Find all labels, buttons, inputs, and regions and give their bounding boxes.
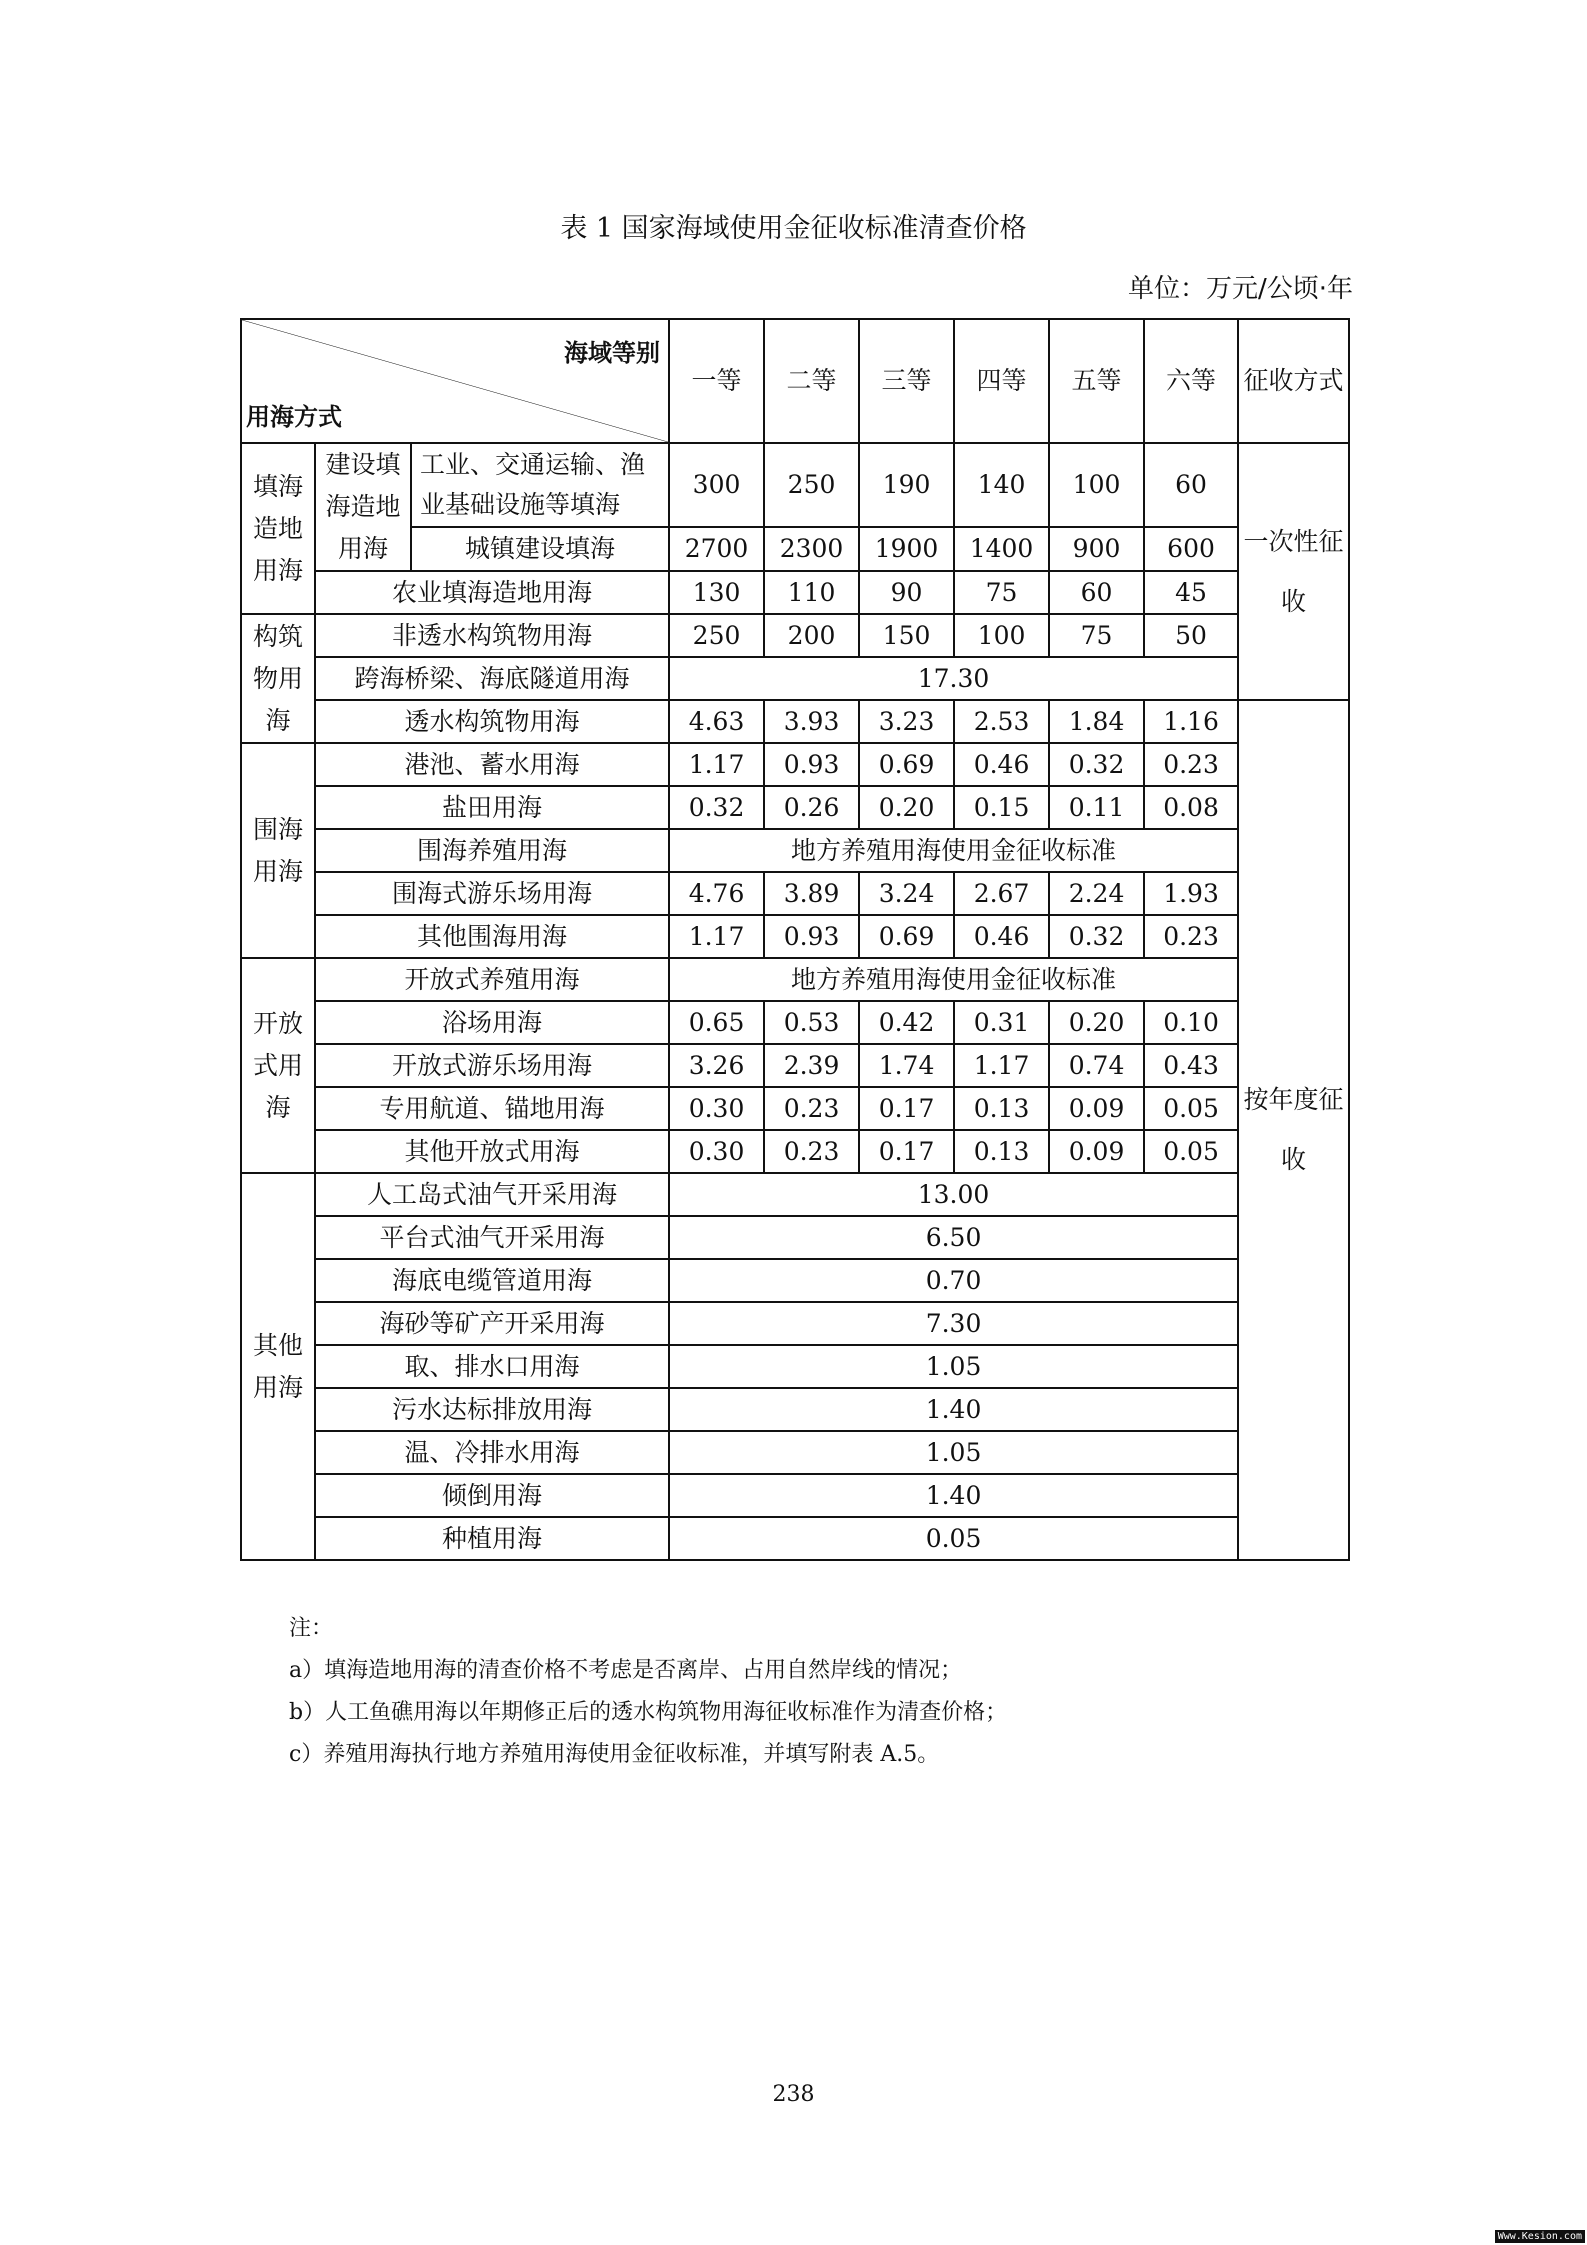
merged-value-cell: 0.05 (669, 1517, 1238, 1560)
value-cell: 100 (954, 614, 1049, 657)
value-cell: 0.69 (859, 743, 954, 786)
page-number: 238 (772, 2082, 815, 2107)
row-label: 城镇建设填海 (411, 527, 669, 571)
value-cell: 0.46 (954, 915, 1049, 958)
value-cell: 150 (859, 614, 954, 657)
value-cell: 1.93 (1144, 872, 1238, 915)
value-cell: 110 (764, 571, 859, 614)
merged-value-cell: 地方养殖用海使用金征收标准 (669, 958, 1238, 1001)
diagonal-header-cell (241, 319, 669, 443)
merged-value-cell: 1.40 (669, 1388, 1238, 1431)
table-row (241, 829, 1349, 872)
method-annual: 按年度征收 (1238, 700, 1349, 1560)
merged-value-cell: 0.70 (669, 1259, 1238, 1302)
value-cell: 140 (954, 443, 1049, 527)
value-cell: 0.43 (1144, 1044, 1238, 1087)
grade-header: 三等 (859, 319, 954, 443)
value-cell: 0.31 (954, 1001, 1049, 1044)
value-cell: 90 (859, 571, 954, 614)
value-cell: 0.05 (1144, 1087, 1238, 1130)
merged-value-cell: 地方养殖用海使用金征收标准 (669, 829, 1238, 872)
row-label: 污水达标排放用海 (315, 1388, 669, 1431)
corner-header-method: 用海方式 (246, 403, 342, 431)
value-cell: 0.32 (1049, 915, 1144, 958)
method-once: 一次性征收 (1238, 443, 1349, 700)
row-label: 非透水构筑物用海 (315, 614, 669, 657)
value-cell: 1.16 (1144, 700, 1238, 743)
table-row (241, 1474, 1349, 1517)
table-row (241, 571, 1349, 614)
row-label: 专用航道、锚地用海 (315, 1087, 669, 1130)
table-row (241, 1431, 1349, 1474)
unit-label: 单位：万元/公顷·年 (1127, 274, 1353, 304)
table-row (241, 1173, 1349, 1216)
row-label: 浴场用海 (315, 1001, 669, 1044)
group-label-enclosure: 围海用海 (241, 743, 315, 958)
value-cell: 45 (1144, 571, 1238, 614)
merged-value-cell: 17.30 (669, 657, 1238, 700)
merged-value-cell: 6.50 (669, 1216, 1238, 1259)
row-label: 透水构筑物用海 (315, 700, 669, 743)
table-caption: 表 1 国家海域使用金征收标准清查价格 (560, 213, 1027, 244)
grade-header: 二等 (764, 319, 859, 443)
merged-value-cell: 13.00 (669, 1173, 1238, 1216)
row-label: 平台式油气开采用海 (315, 1216, 669, 1259)
table-notes (289, 1608, 1007, 1776)
table-row (241, 1001, 1349, 1044)
value-cell: 0.32 (1049, 743, 1144, 786)
row-label: 开放式游乐场用海 (315, 1044, 669, 1087)
value-cell: 190 (859, 443, 954, 527)
table-row (241, 1302, 1349, 1345)
row-label: 围海养殖用海 (315, 829, 669, 872)
value-cell: 0.09 (1049, 1130, 1144, 1173)
grade-header: 五等 (1049, 319, 1144, 443)
value-cell: 4.76 (669, 872, 764, 915)
value-cell: 0.93 (764, 915, 859, 958)
value-cell: 0.13 (954, 1130, 1049, 1173)
value-cell: 0.53 (764, 1001, 859, 1044)
value-cell: 0.13 (954, 1087, 1049, 1130)
value-cell: 0.17 (859, 1087, 954, 1130)
merged-value-cell: 1.05 (669, 1345, 1238, 1388)
value-cell: 1.17 (669, 915, 764, 958)
group-label-structure: 构筑物用海 (241, 614, 315, 743)
value-cell: 0.10 (1144, 1001, 1238, 1044)
value-cell: 0.23 (764, 1087, 859, 1130)
value-cell: 3.89 (764, 872, 859, 915)
value-cell: 2.53 (954, 700, 1049, 743)
value-cell: 3.23 (859, 700, 954, 743)
value-cell: 60 (1144, 443, 1238, 527)
value-cell: 3.26 (669, 1044, 764, 1087)
value-cell: 0.05 (1144, 1130, 1238, 1173)
row-label: 其他围海用海 (315, 915, 669, 958)
value-cell: 60 (1049, 571, 1144, 614)
value-cell: 2.24 (1049, 872, 1144, 915)
table-row (241, 1087, 1349, 1130)
value-cell: 2.67 (954, 872, 1049, 915)
row-label: 跨海桥梁、海底隧道用海 (315, 657, 669, 700)
watermark: Www.Kesion.com (1495, 2230, 1585, 2243)
note-item: a）填海造地用海的清查价格不考虑是否离岸、占用自然岸线的情况； (289, 1658, 963, 1683)
row-label: 人工岛式油气开采用海 (315, 1173, 669, 1216)
value-cell: 0.30 (669, 1130, 764, 1173)
value-cell: 0.23 (1144, 743, 1238, 786)
value-cell: 1900 (859, 527, 954, 571)
row-label: 温、冷排水用海 (315, 1431, 669, 1474)
value-cell: 75 (1049, 614, 1144, 657)
value-cell: 0.74 (1049, 1044, 1144, 1087)
grade-header: 一等 (669, 319, 764, 443)
value-cell: 50 (1144, 614, 1238, 657)
value-cell: 2300 (764, 527, 859, 571)
value-cell: 0.15 (954, 786, 1049, 829)
corner-header-grade: 海域等别 (564, 339, 661, 367)
value-cell: 75 (954, 571, 1049, 614)
value-cell: 1.74 (859, 1044, 954, 1087)
row-label: 盐田用海 (315, 786, 669, 829)
value-cell: 0.09 (1049, 1087, 1144, 1130)
value-cell: 1.17 (954, 1044, 1049, 1087)
group-label-reclaim: 填海造地用海 (241, 443, 315, 614)
value-cell: 1.17 (669, 743, 764, 786)
merged-value-cell: 1.40 (669, 1474, 1238, 1517)
value-cell: 2.39 (764, 1044, 859, 1087)
grade-header: 六等 (1144, 319, 1238, 443)
table-row (241, 958, 1349, 1001)
value-cell: 300 (669, 443, 764, 527)
value-cell: 600 (1144, 527, 1238, 571)
row-label: 农业填海造地用海 (315, 571, 669, 614)
table-header-row (241, 319, 1349, 443)
value-cell: 0.93 (764, 743, 859, 786)
row-label: 港池、蓄水用海 (315, 743, 669, 786)
table-row (241, 1388, 1349, 1431)
value-cell: 100 (1049, 443, 1144, 527)
table-row (241, 915, 1349, 958)
value-cell: 250 (669, 614, 764, 657)
value-cell: 3.93 (764, 700, 859, 743)
row-label: 围海式游乐场用海 (315, 872, 669, 915)
value-cell: 900 (1049, 527, 1144, 571)
value-cell: 0.69 (859, 915, 954, 958)
table-row (241, 700, 1349, 743)
value-cell: 0.20 (1049, 1001, 1144, 1044)
group-label-other: 其他用海 (241, 1173, 315, 1560)
group-label-open: 开放式用海 (241, 958, 315, 1173)
table-row (241, 743, 1349, 786)
row-label: 工业、交通运输、渔业基础设施等填海 (411, 443, 669, 527)
row-label: 种植用海 (315, 1517, 669, 1560)
grade-header: 四等 (954, 319, 1049, 443)
subgroup-label-build: 建设填海造地用海 (315, 443, 411, 571)
value-cell: 130 (669, 571, 764, 614)
row-label: 开放式养殖用海 (315, 958, 669, 1001)
price-table (240, 318, 1350, 1561)
value-cell: 0.17 (859, 1130, 954, 1173)
merged-value-cell: 7.30 (669, 1302, 1238, 1345)
value-cell: 1400 (954, 527, 1049, 571)
value-cell: 0.65 (669, 1001, 764, 1044)
value-cell: 2700 (669, 527, 764, 571)
note-item: b）人工鱼礁用海以年期修正后的透水构筑物用海征收标准作为清查价格； (289, 1700, 1008, 1725)
table-row (241, 1130, 1349, 1173)
value-cell: 250 (764, 443, 859, 527)
row-label: 海砂等矿产开采用海 (315, 1302, 669, 1345)
table-row (241, 443, 1349, 527)
table-row (241, 872, 1349, 915)
value-cell: 1.84 (1049, 700, 1144, 743)
note-item: c）养殖用海执行地方养殖用海使用金征收标准，并填写附表 A.5。 (289, 1742, 940, 1767)
row-label: 取、排水口用海 (315, 1345, 669, 1388)
value-cell: 0.32 (669, 786, 764, 829)
merged-value-cell: 1.05 (669, 1431, 1238, 1474)
value-cell: 0.23 (1144, 915, 1238, 958)
value-cell: 3.24 (859, 872, 954, 915)
notes-title: 注： (289, 1616, 334, 1641)
value-cell: 200 (764, 614, 859, 657)
value-cell: 0.26 (764, 786, 859, 829)
table-row (241, 1259, 1349, 1302)
table-row (241, 657, 1349, 700)
value-cell: 4.63 (669, 700, 764, 743)
row-label: 其他开放式用海 (315, 1130, 669, 1173)
value-cell: 0.11 (1049, 786, 1144, 829)
table-row (241, 1216, 1349, 1259)
value-cell: 0.30 (669, 1087, 764, 1130)
table-row (241, 1044, 1349, 1087)
table-row (241, 786, 1349, 829)
table-row (241, 1345, 1349, 1388)
table-row (241, 614, 1349, 657)
table-row (241, 1517, 1349, 1560)
value-cell: 0.46 (954, 743, 1049, 786)
value-cell: 0.23 (764, 1130, 859, 1173)
row-label: 海底电缆管道用海 (315, 1259, 669, 1302)
row-label: 倾倒用海 (315, 1474, 669, 1517)
value-cell: 0.20 (859, 786, 954, 829)
method-header: 征收方式 (1238, 319, 1349, 443)
value-cell: 0.42 (859, 1001, 954, 1044)
value-cell: 0.08 (1144, 786, 1238, 829)
